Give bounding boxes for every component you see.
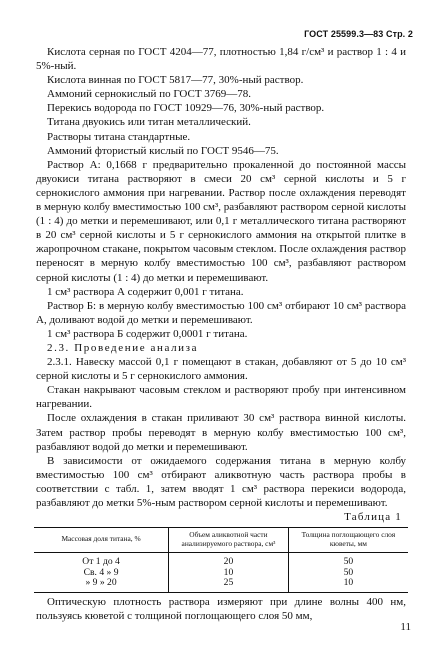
paragraph: 2.3.1. Навеску массой 0,1 г помещают в стакан, добавляют от 5 до 10 см³ серной кислоты и 5 г сернокислого аммония.: [36, 356, 406, 383]
paragraph: 1 см³ раствора А содержит 0,001 г титана.: [47, 285, 244, 298]
table-caption: Таблица 1: [344, 511, 402, 524]
table-cell: Св. 4 » 9: [83, 566, 119, 578]
paragraph: Титана двуокись или титан металлический.: [47, 116, 251, 129]
table-cell: » 9 » 20: [34, 578, 169, 592]
table-cell: 10: [169, 568, 289, 579]
table-cell: 50: [288, 553, 408, 568]
column-header: Толщина поглощающего слоя кюветы, мм: [288, 528, 408, 553]
paragraph: Кислота серная по ГОСТ 4204—77, плотностью 1,84 г/см³ и раствор 1 : 4 и 5%-ный.: [36, 46, 406, 73]
paragraph: Перекись водорода по ГОСТ 10929—76, 30%-ный раствор.: [47, 102, 325, 115]
paragraph: В зависимости от ожидаемого содержания титана в мерную колбу вместимостью 100 см³ отбирают аликвотную часть раствора пробы в соответствии с табл. 1, затем вводят 1 см³ раствора перекиси водорода, разбавляют до метки 5%-ным раствором серной кислоты и перемешивают.: [36, 454, 406, 509]
paragraph: Раствор А: 0,1668 г предварительно прокаленной до постоянной массы двуокиси титана растворяют в смеси 20 см³ серной кислоты и 5 г сернокислого аммония при нагревании. Раствор после охлаждения переводят в мерную колбу вместимостью 100 см³, разбавляют раствором серной кислоты (1 : 4) до метки и перемешивают, или 0,1 г металлического титана растворяют в 20 см³ серной кислоты и 5 г сернокислого аммония на открытой плитке в жаропрочном стакане, покрытом часовым стеклом. После охлаждения раствор переносят в мерную колбу вместимостью 100 см³, разбавляют раствором серной кислоты (1 : 4) до метки и перемешивают.: [36, 158, 406, 284]
table-cell: От 1 до 4: [82, 556, 120, 567]
paragraph: Аммоний фтористый кислый по ГОСТ 9546—75.: [47, 144, 279, 157]
table-cell: 10: [288, 578, 408, 592]
column-header: Массовая доля титана, %: [34, 528, 169, 553]
paragraph: 1 см³ раствора Б содержит 0,0001 г титана.: [47, 327, 248, 340]
paragraph: Аммоний сернокислый по ГОСТ 3769—78.: [47, 88, 252, 101]
document-body: [36, 45, 406, 623]
paragraph: Кислота винная по ГОСТ 5817—77, 30%-ный раствор.: [47, 74, 304, 87]
page-number: 11: [400, 621, 411, 633]
table-1: [34, 527, 408, 592]
table-row: [34, 578, 408, 592]
paragraph: Раствор Б: в мерную колбу вместимостью 100 см³ отбирают 10 см³ раствора А, доливают водой до метки и перемешивают.: [36, 299, 406, 326]
table-cell: 25: [169, 578, 289, 592]
table-cell: 50: [288, 568, 408, 579]
table-cell: 20: [169, 553, 289, 568]
paragraph: Оптическую плотность раствора измеряют при длине волны 400 нм, пользуясь кюветой с толщиной поглощающего слоя 50 мм,: [36, 595, 406, 622]
section-title: 2.3. Проведение анализа: [47, 341, 199, 354]
table-header-row: [34, 528, 408, 553]
table-row: [34, 553, 408, 568]
paragraph: После охлаждения в стакан приливают 30 см³ раствора винной кислоты. Затем раствор пробы переводят в мерную колбу вместимостью 100 см³, разбавляют водой до метки и перемешивают.: [36, 412, 406, 453]
column-header: Объем аликвотной части анализируемого раствора, см³: [169, 528, 289, 553]
paragraph: Стакан накрывают часовым стеклом и растворяют пробу при интенсивном нагревании.: [36, 384, 406, 411]
running-header: ГОСТ 25599.3—83 Стр. 2: [304, 29, 413, 39]
paragraph: Растворы титана стандартные.: [47, 130, 191, 143]
